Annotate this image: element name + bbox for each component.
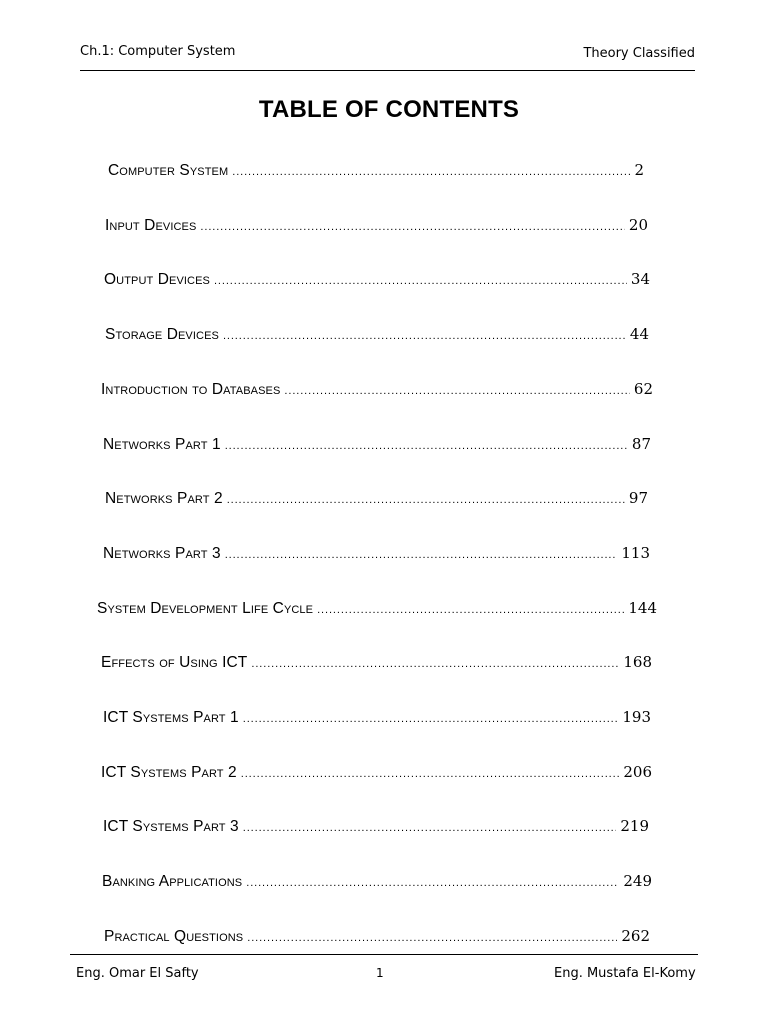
toc-entry-page: 62 — [633, 380, 653, 398]
toc-leader-dots — [214, 275, 627, 287]
toc-entry-system-development-life-cycle[interactable] — [97, 599, 657, 623]
toc-leader-dots — [284, 385, 630, 397]
toc-leader-dots — [317, 604, 624, 616]
toc-entry-page: 168 — [623, 653, 652, 671]
toc-entry-label: Banking Applications — [102, 873, 243, 890]
toc-entry-page: 193 — [622, 708, 651, 726]
toc-leader-dots — [227, 494, 625, 506]
toc-entry-label: ICT Systems Part 1 — [103, 709, 239, 726]
toc-entry-networks-part-1[interactable] — [103, 435, 651, 459]
toc-entry-networks-part-3[interactable] — [103, 544, 650, 568]
toc-entry-label: Computer System — [108, 162, 229, 179]
toc-entry-label: Networks Part 1 — [103, 436, 221, 453]
toc-entry-computer-system[interactable] — [108, 161, 644, 185]
toc-leader-dots — [200, 221, 625, 233]
toc-entry-practical-questions[interactable] — [104, 927, 650, 951]
footer-author-right: Eng. Mustafa El-Komy — [554, 966, 696, 981]
toc-entry-page: 206 — [623, 763, 652, 781]
toc-leader-dots — [247, 932, 617, 944]
toc-entry-page: 44 — [629, 325, 649, 343]
toc-entry-label: Networks Part 3 — [103, 545, 221, 562]
toc-entry-page: 97 — [628, 489, 648, 507]
toc-entry-storage-devices[interactable] — [105, 325, 649, 349]
toc-entry-label: Storage Devices — [105, 326, 219, 343]
toc-entry-label: Output Devices — [104, 271, 210, 288]
toc-entry-page: 219 — [620, 817, 649, 835]
toc-entry-page: 34 — [630, 270, 650, 288]
toc-leader-dots — [251, 658, 619, 670]
toc-entry-label: ICT Systems Part 3 — [103, 818, 239, 835]
footer-page-number: 1 — [376, 966, 384, 980]
page-header — [80, 42, 695, 71]
toc-leader-dots — [225, 549, 618, 561]
toc-entry-output-devices[interactable] — [104, 270, 650, 294]
toc-leader-dots — [243, 822, 617, 834]
toc-entry-label: Effects of Using ICT — [101, 654, 248, 671]
toc-leader-dots — [241, 768, 620, 780]
toc-entry-label: Input Devices — [105, 217, 197, 234]
toc-entry-networks-part-2[interactable] — [105, 489, 648, 513]
header-chapter: Ch.1: Computer System — [80, 44, 236, 59]
toc-entry-ict-systems-part-1[interactable] — [103, 708, 651, 732]
toc-entry-page: 87 — [631, 435, 651, 453]
toc-entry-ict-systems-part-2[interactable] — [101, 763, 652, 787]
toc-entry-introduction-to-databases[interactable] — [101, 380, 653, 404]
toc-entry-label: Practical Questions — [104, 928, 244, 945]
toc-entry-label: Networks Part 2 — [105, 490, 223, 507]
toc-entry-label: ICT Systems Part 2 — [101, 764, 237, 781]
toc-entry-input-devices[interactable] — [105, 216, 648, 240]
toc-entry-label: Introduction to Databases — [101, 381, 281, 398]
page-title: TABLE OF CONTENTS — [258, 96, 520, 123]
toc-entry-page: 2 — [634, 161, 644, 179]
footer-author-left: Eng. Omar El Safty — [76, 966, 199, 981]
toc-entry-label: System Development Life Cycle — [97, 600, 314, 617]
toc-leader-dots — [225, 440, 628, 452]
toc-entry-banking-applications[interactable] — [102, 872, 652, 896]
toc-leader-dots — [232, 166, 630, 178]
toc-entry-effects-of-using-ict[interactable] — [101, 653, 652, 677]
footer-divider — [70, 954, 698, 955]
toc-entry-page: 249 — [623, 872, 652, 890]
toc-entry-page: 20 — [628, 216, 648, 234]
toc-entry-page: 144 — [628, 599, 657, 617]
header-section: Theory Classified — [583, 46, 695, 61]
toc-leader-dots — [246, 877, 619, 889]
toc-entry-ict-systems-part-3[interactable] — [103, 817, 649, 841]
toc-leader-dots — [243, 713, 619, 725]
toc-entry-page: 113 — [621, 544, 650, 562]
toc-leader-dots — [223, 330, 626, 342]
toc-entry-page: 262 — [621, 927, 650, 945]
